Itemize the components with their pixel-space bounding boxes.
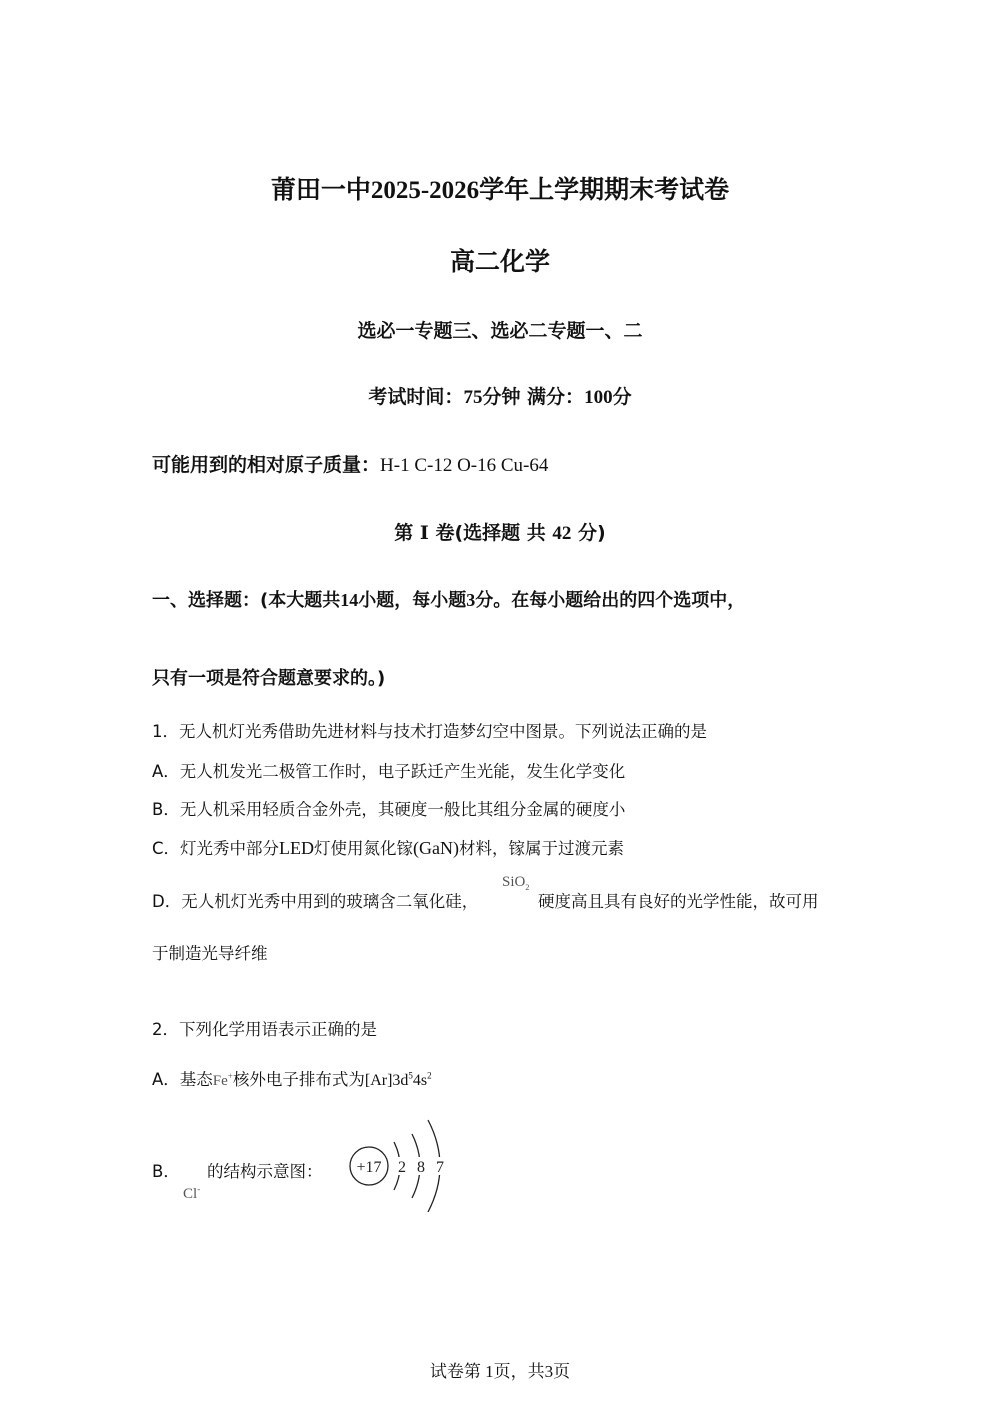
electron-config: $[Ar]3d^54s^2$ — [364, 1070, 432, 1089]
question-1-option-b: B．无人机采用轻质合金外壳，其硬度一般比其组分金属的硬度小 — [152, 800, 626, 819]
question-1-option-a: A．无人机发光二极管工作时，电子跃迁产生光能，发生化学变化 — [152, 762, 626, 781]
question-2-stem: 2．下列化学用语表示正确的是 — [152, 1020, 377, 1039]
question-2-option-b-text: 的结构示意图： — [207, 1162, 323, 1181]
sio2-formula: SiO$_2$ — [502, 874, 530, 892]
chlorine-atom-structure-diagram — [340, 1112, 460, 1212]
shell-2-count: 8 — [417, 1159, 425, 1176]
title-rest: 学年上学期期末考试卷 — [479, 175, 730, 204]
question-1-option-c: C．灯光秀中部分LED灯使用氮化镓(GaN)材料，镓属于过渡元素 — [152, 838, 625, 858]
shell-3-count: 7 — [436, 1159, 444, 1176]
section-heading-line1: 一、选择题：(本大题共14小题，每小题3分。在每小题给出的四个选项中， — [152, 590, 746, 611]
question-1-stem: 1．无人机灯光秀借助先进材料与技术打造梦幻空中图景。下列说法正确的是 — [152, 722, 707, 741]
question-1-option-d: D．无人机灯光秀中用到的玻璃含二氧化硅， — [152, 892, 479, 911]
question-2-option-a: A．基态Fe+核外电子排布式为$[Ar]3d^54s^2$ — [152, 1070, 432, 1089]
page-footer: 试卷第 1页，共3页 — [429, 1362, 571, 1381]
atomic-masses: H-1 C-12 O-16 Cu-64 — [380, 455, 549, 476]
question-1-option-d-line2: 于制造光导纤维 — [152, 944, 268, 963]
question-2-option-b-label: B． — [152, 1162, 180, 1181]
section-heading-line2: 只有一项是符合题意要求的。) — [152, 668, 386, 689]
volume-heading: 第 Ⅰ 卷(选择题 共 42 分) — [394, 522, 606, 544]
exam-title — [0, 170, 1000, 206]
time-score-line: 考试时间：75分钟 满分：100分 — [368, 386, 632, 408]
question-1-option-d-cont: 硬度高且具有良好的光学性能，故可用 — [538, 892, 819, 911]
subject-title: 高二化学 — [449, 247, 550, 276]
fe-ion: Fe+ — [212, 1071, 233, 1089]
shell-1-count: 2 — [398, 1159, 406, 1176]
title-school: 莆田一中 — [270, 175, 371, 204]
atomic-masses-line: 可能用到的相对原子质量：H-1 C-12 O-16 Cu-64 — [152, 454, 549, 476]
scope-line: 选必一专题三、选必二专题一、二 — [357, 320, 643, 342]
title-year: 2025-2026 — [370, 177, 480, 204]
nucleus-charge: +17 — [356, 1159, 382, 1176]
cl-ion: Cl- — [183, 1184, 201, 1202]
